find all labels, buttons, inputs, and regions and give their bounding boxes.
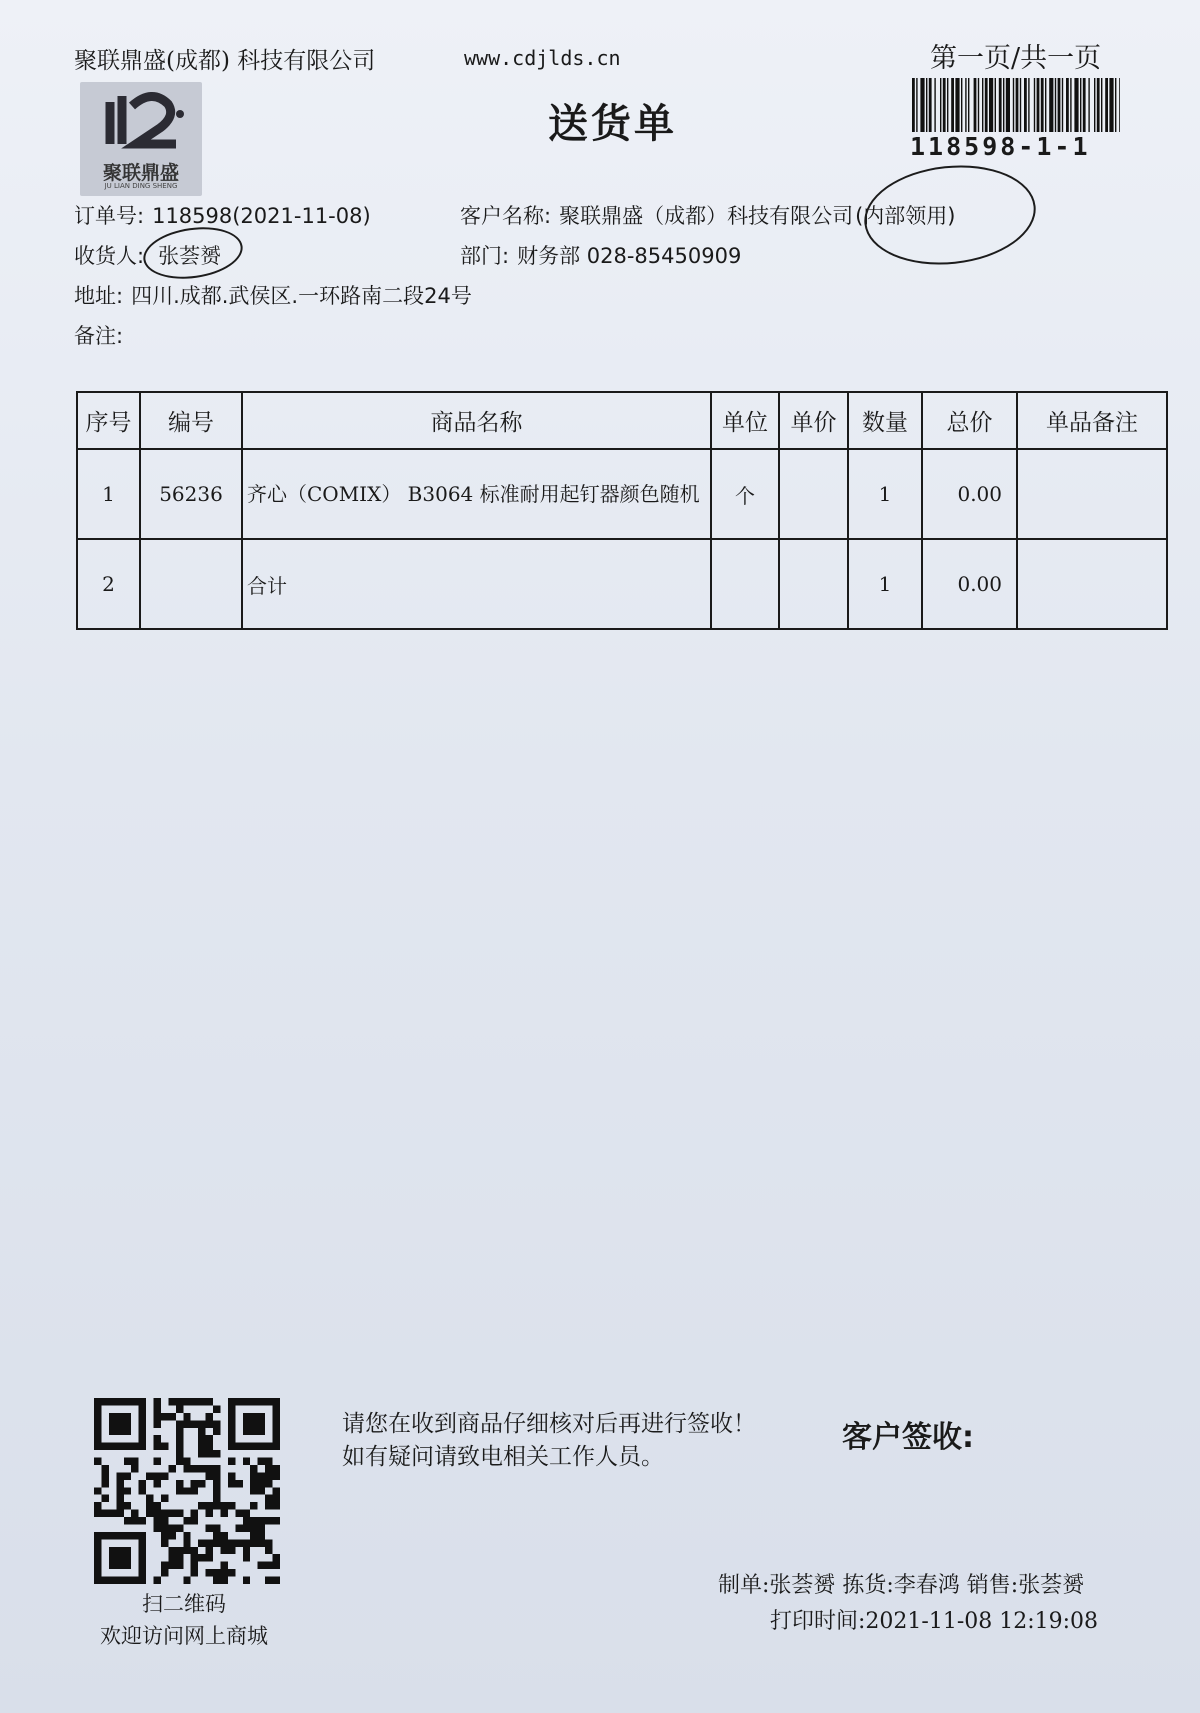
qr-caption-scan: 扫二维码 [142,1592,226,1616]
logo-text: 聚联鼎盛 [102,162,179,184]
department-value: 财务部 028-85450909 [517,244,742,268]
cell-item-note [1017,539,1167,629]
order-number-label: 订单号: [74,204,145,228]
address-label: 地址: [74,284,124,308]
remark-row [74,320,123,350]
document-title: 送货单 [548,101,677,147]
header-item-note: 单品备注 [1017,392,1167,449]
table-header-row [77,392,1167,449]
table-row-summary [77,539,1167,629]
cell-total: 0.00 [922,539,1017,629]
cell-seq: 2 [77,539,140,629]
receiver-label: 收货人: [74,244,145,268]
logo-emblem-icon [80,82,202,162]
customer-value: 聚联鼎盛（成都）科技有限公司 [559,204,854,228]
customer-label: 客户名称: [460,204,552,228]
department-row [460,240,741,270]
notice-text: 请您在收到商品仔细核对后再进行签收！如有疑问请致电相关工作人员。 [342,1411,756,1470]
print-time: 打印时间:2021-11-08 12:19:08 [770,1609,1099,1634]
cell-unit-price [779,539,848,629]
header-quantity: 数量 [848,392,922,449]
header-total: 总价 [922,392,1017,449]
address-row [74,280,472,310]
receiver-handwritten-circle [140,221,246,284]
address-value: 四川.成都.武侯区.一环路南二段24号 [131,284,472,308]
items-table [76,391,1168,630]
cell-product-name: 齐心（COMIX） B3064 标准耐用起钉器颜色随机 [242,449,711,539]
qr-caption-visit: 欢迎访问网上商城 [100,1624,268,1648]
header-unit-price: 单价 [779,392,848,449]
remark-label: 备注: [74,324,124,348]
barcode-number: 118598-1-1 [910,132,1091,161]
cell-unit-price [779,449,848,539]
cell-item-note [1017,449,1167,539]
cell-quantity: 1 [848,449,922,539]
header-code: 编号 [140,392,242,449]
customer-note: (内部领用) [855,204,956,228]
order-number-value: 118598(2021-11-08) [152,204,371,228]
header-seq: 序号 [77,392,140,449]
company-name: 聚联鼎盛(成都) 科技有限公司 [74,48,376,74]
qr-code-icon[interactable] [94,1398,280,1584]
table-row [77,449,1167,539]
cell-quantity: 1 [848,539,922,629]
barcode-icon [912,78,1120,132]
cell-unit: 个 [711,449,779,539]
customer-handwritten-circle [859,157,1040,272]
page-indicator: 第一页/共一页 [930,43,1102,74]
header-unit: 单位 [711,392,779,449]
cell-unit [711,539,779,629]
cell-total: 0.00 [922,449,1017,539]
header-product-name: 商品名称 [242,392,711,449]
department-label: 部门: [460,244,510,268]
order-number-row [74,200,371,230]
cell-code: 56236 [140,449,242,539]
cell-product-name: 合计 [242,539,711,629]
company-logo [80,82,202,196]
company-website[interactable]: www.cdjlds.cn [464,46,621,70]
customer-sign-label: 客户签收: [842,1420,974,1455]
cell-seq: 1 [77,449,140,539]
cell-code [140,539,242,629]
staff-line: 制单:张荟赟 拣货:李春鸿 销售:张荟赟 [718,1573,1085,1598]
logo-subtext: JU LIAN DING SHENG [104,182,178,190]
receiver-value: 张荟赟 [158,244,222,268]
